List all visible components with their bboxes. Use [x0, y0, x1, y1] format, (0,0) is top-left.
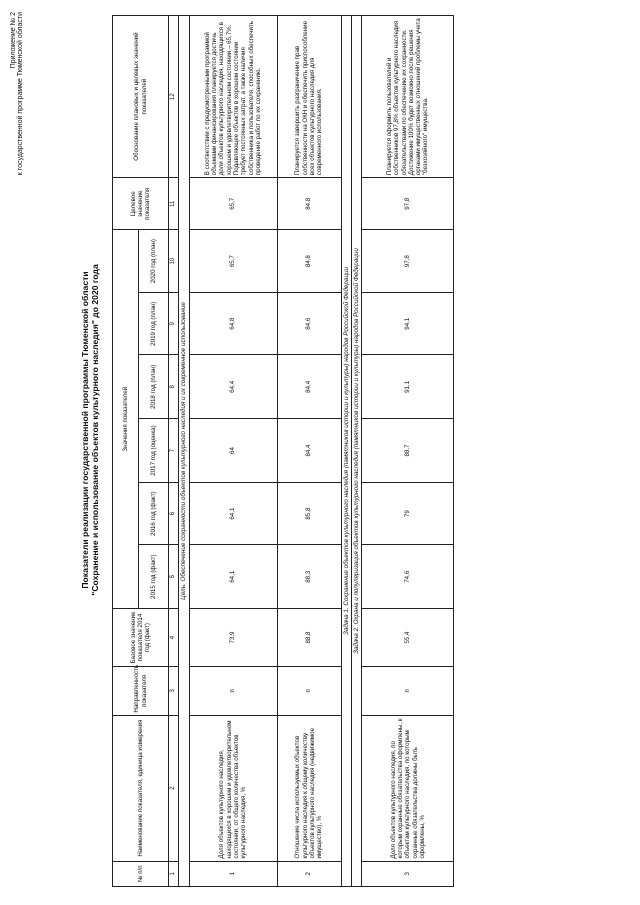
header-2018: 2018 год (план) [139, 355, 169, 419]
appendix-label [10, 12, 24, 175]
task1-row [341, 16, 351, 887]
row-2019: 64,8 [189, 292, 277, 355]
header-target: Целевое значение показателя [113, 178, 169, 230]
table-row [277, 16, 341, 887]
row-base: 55,4 [362, 609, 454, 667]
row-2020: 97,8 [362, 230, 454, 293]
col-number: 10 [169, 230, 179, 293]
row-2018: 64,4 [189, 355, 277, 419]
row-2019: 84,6 [277, 292, 341, 355]
row-2018: 91,1 [362, 355, 454, 419]
row-num: 3 [362, 861, 454, 886]
row-base: 73,9 [189, 609, 277, 667]
goal-row [179, 16, 189, 887]
row-direction: п [277, 666, 341, 715]
row-2016: 79 [362, 482, 454, 545]
header-2020: 2020 год (план) [139, 230, 169, 293]
row-direction: п [189, 666, 277, 715]
row-target: 65,7 [189, 178, 277, 230]
row-2019: 94,1 [362, 292, 454, 355]
task1-text: Задача 1. Сохранение объектов культурного наследия (памятников истории и культуры) народов Российской Федерации [341, 16, 351, 887]
appendix-line1: Приложение № 2 [10, 12, 17, 69]
row-rationale: Планируется завершить разграничение прав собственности на ОКН и обеспечить приспособление всех объектов культурного наследия для современного использования. [277, 16, 341, 178]
row-base: 88,8 [277, 609, 341, 667]
row-num: 2 [277, 861, 341, 886]
task2-text: Задача 2. Охрана и популяризация объектов культурного наследия (памятников истории и культуры) народов Российской Федерации [351, 16, 361, 887]
col-number: 8 [169, 355, 179, 419]
row-2017: 64 [189, 419, 277, 483]
row-direction: п [362, 666, 454, 715]
row-rationale: Планируется оформить пользователей и собственников 97,8% объектов культурного наследия обязательствами по обеспечению их сохранности. Достижение 100% будет возможно после решения органами имущественных отношений проблемы учета "безхозяйного" имущества. [362, 16, 454, 178]
appendix-line2: к государственной программе Тюменской области [17, 12, 24, 176]
indicators-table [112, 15, 454, 887]
row-num: 1 [189, 861, 277, 886]
header-row-1 [113, 16, 139, 887]
title-line2: "Сохранение и использование объектов культурного наследия" до 2020 года [90, 264, 100, 596]
row-name: Отношение числа используемых объектов культурного наследия к общему количеству объектов культурного наследия (недвижимое имущество), % [277, 715, 341, 861]
header-2017: 2017 год (оценка) [139, 419, 169, 483]
row-2015: 88,3 [277, 545, 341, 609]
row-name: Доля объектов культурного наследия, находящихся в хорошем и удовлетворительном состоянии, от общего количества объектов культурного наследия, % [189, 715, 277, 861]
header-values-group: Значения показателей [113, 230, 139, 609]
row-2016: 64,1 [189, 482, 277, 545]
col-number: 6 [169, 482, 179, 545]
row-2017: 84,4 [277, 419, 341, 483]
col-number: 7 [169, 419, 179, 483]
row-rationale: В соответствии с предусмотренными программой объемами финансирования планируется достичь доли объектов культурного наследия, находящихся в хорошем и удовлетворительном состоянии – 65,7%. Подавляющее объектов в хорошем состоянии требует постоянных затрат, а также наличия собственника и пользователя, способных обеспечить проведение работ по их сохранению. [189, 16, 277, 178]
col-number: 4 [169, 609, 179, 667]
table-row [362, 16, 454, 887]
column-numbers-row [169, 16, 179, 887]
row-2017: 88,7 [362, 419, 454, 483]
header-rationale: Обоснование плановых и целевых значений показателей [113, 16, 169, 178]
col-number: 1 [169, 861, 179, 886]
row-target: 84,8 [277, 178, 341, 230]
header-2016: 2016 год (факт) [139, 482, 169, 545]
col-number: 9 [169, 292, 179, 355]
goal-text: Цель. Обеспечение сохранности объектов культурного наследия и их современное использование [179, 16, 189, 887]
task2-row [351, 16, 361, 887]
row-2020: 65,7 [189, 230, 277, 293]
row-name: Доля объектов культурного наследия, по которым охранные обязательства оформлены, к объектам культурного наследия, по которым охранные обязательства должны быть оформлены, % [362, 715, 454, 861]
row-2015: 74,6 [362, 545, 454, 609]
col-number: 3 [169, 666, 179, 715]
col-number: 12 [169, 16, 179, 178]
row-2015: 64,1 [189, 545, 277, 609]
header-2015: 2015 год (факт) [139, 545, 169, 609]
header-name: Наименование показателя, единица измерения [113, 715, 169, 861]
header-direction: Направленность показателя [113, 666, 169, 715]
row-2018: 84,4 [277, 355, 341, 419]
table-row [189, 16, 277, 887]
col-number: 11 [169, 178, 179, 230]
col-number: 2 [169, 715, 179, 861]
row-2020: 84,8 [277, 230, 341, 293]
title-line1: Показатели реализации государственной программы Тюменской области [80, 271, 90, 589]
header-2019: 2019 год (план) [139, 292, 169, 355]
col-number: 5 [169, 545, 179, 609]
header-base: Базовое значение показателя 2014 год (факт) [113, 609, 169, 667]
document-title [80, 35, 100, 825]
row-2016: 85,8 [277, 482, 341, 545]
header-num: № п/п [113, 861, 169, 886]
row-target: 97,8 [362, 178, 454, 230]
